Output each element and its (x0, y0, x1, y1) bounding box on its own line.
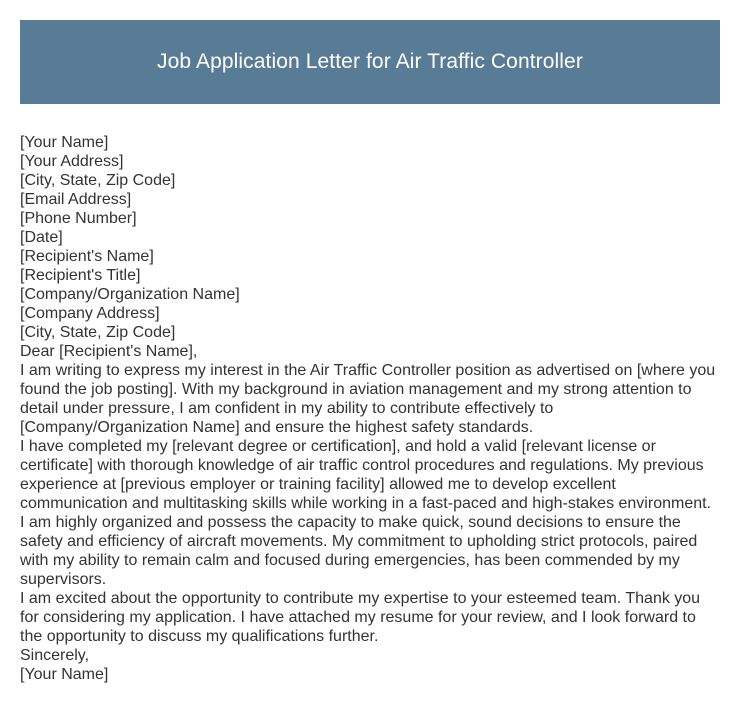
paragraph-line: detail under pressure, I am confident in my ability to contribute effectively to (20, 400, 554, 417)
paragraph-line: with my ability to remain calm and focused during emergencies, has been commended by my (20, 552, 680, 569)
recipient-address: [Company Address] (20, 305, 160, 322)
page-title: Job Application Letter for Air Traffic Controller (157, 50, 583, 73)
paragraph-skills (20, 513, 725, 589)
paragraph-line: I am highly organized and possess the capacity to make quick, sound decisions to ensure the (20, 514, 681, 531)
letter-body (20, 133, 725, 684)
salutation: Dear [Recipient's Name], (20, 343, 198, 360)
letter-date: [Date] (20, 229, 63, 246)
recipient-title: [Recipient's Title] (20, 267, 141, 284)
sender-city-state-zip: [City, State, Zip Code] (20, 172, 176, 189)
paragraph-line: supervisors. (20, 571, 107, 588)
paragraph-line: [Company/Organization Name] and ensure the highest safety standards. (20, 419, 534, 436)
paragraph-line: safety and efficiency of aircraft movements. My commitment to upholding strict protocols, paired (20, 533, 698, 550)
letter-header-banner (20, 20, 720, 104)
paragraph-line: the opportunity to discuss my qualifications further. (20, 628, 379, 645)
paragraph-line: certificate] with thorough knowledge of air traffic control procedures and regulations. My previous (20, 457, 704, 474)
paragraph-line: for considering my application. I have attached my resume for your review, and I look forward to (20, 609, 696, 626)
paragraph-closing-remarks (20, 589, 725, 646)
sender-email: [Email Address] (20, 191, 132, 208)
paragraph-line: communication and multitasking skills while working in a fast-paced and high-stakes environment. (20, 495, 711, 512)
sender-address: [Your Address] (20, 153, 124, 170)
recipient-company: [Company/Organization Name] (20, 286, 240, 303)
paragraph-line: found the job posting]. With my background in aviation management and my strong attention to (20, 381, 692, 398)
paragraph-line: experience at [previous employer or training facility] allowed me to develop excellent (20, 476, 616, 493)
paragraph-line: I have completed my [relevant degree or certification], and hold a valid [relevant license or (20, 438, 656, 455)
paragraph-line: I am writing to express my interest in the Air Traffic Controller position as advertised on [where you (20, 362, 716, 379)
paragraph-line: I am excited about the opportunity to contribute my expertise to your esteemed team. Thank you (20, 590, 701, 607)
sender-phone: [Phone Number] (20, 210, 137, 227)
sender-name: [Your Name] (20, 134, 109, 151)
recipient-city-state-zip: [City, State, Zip Code] (20, 324, 176, 341)
recipient-name: [Recipient's Name] (20, 248, 154, 265)
paragraph-interest (20, 361, 725, 437)
closing: Sincerely, (20, 647, 90, 664)
paragraph-qualifications (20, 437, 725, 513)
signature-name: [Your Name] (20, 666, 109, 683)
